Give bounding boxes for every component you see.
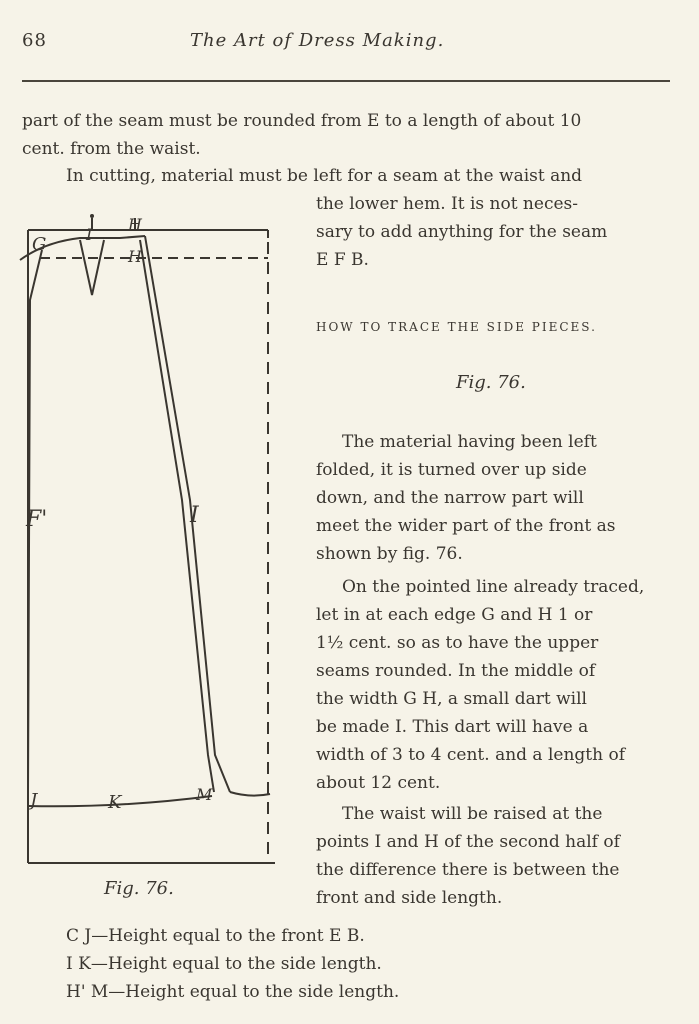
text-line: be made I. This dart will have a xyxy=(316,717,589,737)
page-number: 68 xyxy=(22,30,47,51)
text-line: 1½ cent. so as to have the upper xyxy=(316,633,599,653)
section-heading: HOW TO TRACE THE SIDE PIECES. xyxy=(316,320,597,334)
label-g: G xyxy=(32,234,47,255)
text-line: meet the wider part of the front as xyxy=(316,516,616,536)
page-header xyxy=(0,0,699,80)
paragraph-pointed-line xyxy=(316,573,661,797)
text-line: shown by fig. 76. xyxy=(316,544,463,564)
text-line: sary to add anything for the seam xyxy=(316,222,608,242)
text-line: cent. from the waist. xyxy=(22,139,201,159)
text-line: seams rounded. In the middle of xyxy=(316,661,596,681)
text-line: On the pointed line already traced, xyxy=(342,577,645,597)
label-i-top: I xyxy=(86,225,93,244)
label-m: M xyxy=(196,785,213,804)
text-line: the lower hem. It is not neces- xyxy=(316,194,578,214)
paragraph-cutting-continued xyxy=(316,190,661,274)
label-h-waist: H xyxy=(128,247,142,266)
right-side-seam xyxy=(145,236,230,792)
figure-caption-right: Fig. 76. xyxy=(456,372,526,393)
figure-caption-left: Fig. 76. xyxy=(104,878,174,899)
text-line: the width G H, a small dart will xyxy=(316,689,587,709)
pattern-figure xyxy=(0,200,310,880)
text-line: the difference there is between the xyxy=(316,860,620,880)
text-line: part of the seam must be rounded from E to a length of about 10 xyxy=(22,111,582,131)
paragraph-waist-raised xyxy=(316,800,661,912)
label-k: K xyxy=(108,792,122,813)
text-line: The material having been left xyxy=(342,432,597,452)
paragraph-cutting: In cutting, material must be left for a seam at the waist and xyxy=(66,166,583,186)
text-line: folded, it is turned over up side xyxy=(316,460,587,480)
text-line: The waist will be raised at the xyxy=(342,804,603,824)
label-i-side: I xyxy=(190,503,199,528)
paragraph-seam-rounding xyxy=(22,107,662,163)
legend-line: I K—Height equal to the side length. xyxy=(66,954,382,974)
text-line: down, and the narrow part will xyxy=(316,488,584,508)
dart xyxy=(80,240,104,295)
text-line: width of 3 to 4 cent. and a length of xyxy=(316,745,626,765)
figure-legend xyxy=(66,922,399,1006)
hem-right xyxy=(230,792,270,796)
text-line: E F B. xyxy=(316,250,369,270)
label-h-top: H xyxy=(128,215,142,234)
text-line: about 12 cent. xyxy=(316,773,441,793)
paragraph-material-folded xyxy=(316,428,661,568)
legend-line: H' M—Height equal to the side length. xyxy=(66,982,400,1002)
running-title: The Art of Dress Making. xyxy=(190,30,445,51)
label-j: J xyxy=(30,790,38,811)
text-line: let in at each edge G and H 1 or xyxy=(316,605,593,625)
text-line: points I and H of the second half of xyxy=(316,832,620,852)
legend-line: C J—Height equal to the front E B. xyxy=(66,926,365,946)
text-line: front and side length. xyxy=(316,888,503,908)
side-seam-inner xyxy=(140,240,214,792)
header-rule xyxy=(22,80,670,82)
label-f-prime: F' xyxy=(26,507,48,532)
